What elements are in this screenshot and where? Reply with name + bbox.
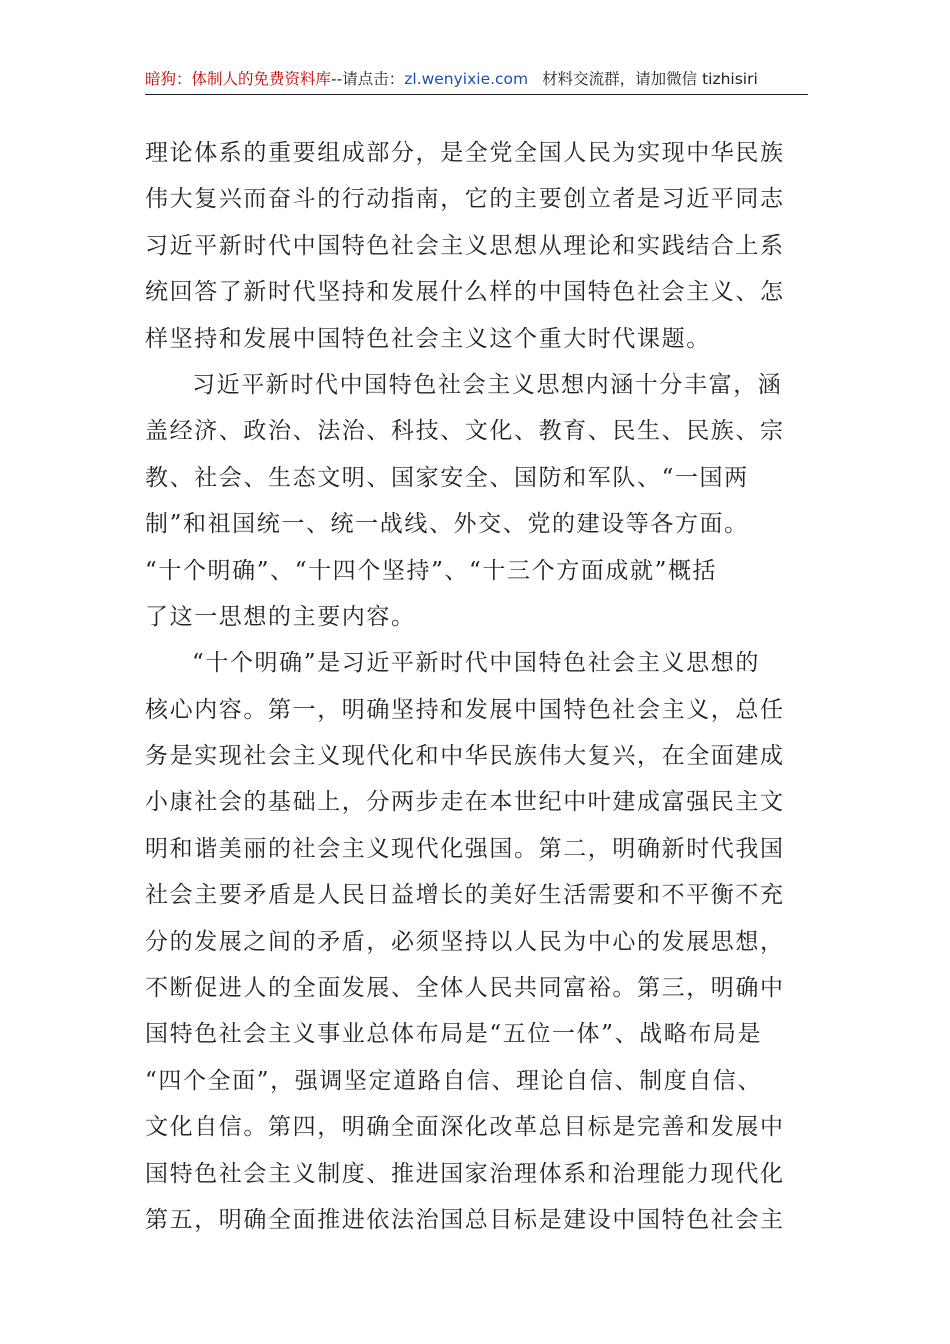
text-line: 教、社会、生态文明、国家安全、国防和军队、“一国两 <box>145 464 749 491</box>
header-prompt: --请点击： <box>331 70 405 88</box>
text-line: 分的发展之间的矛盾，必须坚持以人民为中心的发展思想， <box>145 928 785 955</box>
text-line: 不断促进人的全面发展、全体人民共同富裕。第三，明确中 <box>145 975 785 1002</box>
paragraph-first-line: 习近平新时代中国特色社会主义思想内涵十分丰富，涵 <box>192 371 783 398</box>
text-line: 核心内容。第一，明确坚持和发展中国特色社会主义，总任 <box>145 696 785 723</box>
text-line: 国特色社会主义制度、推进国家治理体系和治理能力现代化 <box>145 1160 785 1187</box>
text-line: 文化自信。第四，明确全面深化改革总目标是完善和发展中 <box>145 1114 785 1141</box>
text-line: 明和谐美丽的社会主义现代化强国。第二，明确新时代我国 <box>145 835 785 862</box>
header-brand: 暗狗：体制人的免费资料库 <box>145 70 332 88</box>
text-line: 样坚持和发展中国特色社会主义这个重大时代课题。 <box>145 325 711 352</box>
text-line: “十个明确”、“十四个坚持”、“十三个方面成就”概括 <box>145 557 718 584</box>
text-line: “四个全面”，强调坚定道路自信、理论自信、制度自信、 <box>145 1067 763 1094</box>
header-url-link[interactable]: zl.wenyixie.com <box>404 70 529 88</box>
text-line: 制”和祖国统一、统一战线、外交、党的建设等各方面。 <box>145 511 749 538</box>
header-contact: 材料交流群，请加微信 tizhisiri <box>542 70 758 88</box>
text-line: 务是实现社会主义现代化和中华民族伟大复兴，在全面建成 <box>145 743 785 770</box>
text-line: 社会主要矛盾是人民日益增长的美好生活需要和不平衡不充 <box>145 882 785 909</box>
text-line: 理论体系的重要组成部分，是全党全国人民为实现中华民族 <box>145 140 785 166</box>
text-line: 统回答了新时代坚持和发展什么样的中国特色社会主义、怎 <box>145 279 785 306</box>
paragraph-first-line: “十个明确”是习近平新时代中国特色社会主义思想的 <box>192 650 760 677</box>
text-line: 小康社会的基础上，分两步走在本世纪中叶建成富强民主文 <box>145 789 785 816</box>
text-line: 第五，明确全面推进依法治国总目标是建设中国特色社会主 <box>145 1206 785 1233</box>
text-line: 国特色社会主义事业总体布局是“五位一体”、战略布局是 <box>145 1021 763 1048</box>
text-line: 盖经济、政治、法治、科技、文化、教育、民生、民族、宗 <box>145 418 785 445</box>
text-line: 习近平新时代中国特色社会主义思想从理论和实践结合上系 <box>145 232 785 259</box>
page-header <box>145 64 808 95</box>
document-body <box>145 130 811 1243</box>
text-line: 伟大复兴而奋斗的行动指南，它的主要创立者是习近平同志 <box>145 186 785 213</box>
text-line: 了这一思想的主要内容。 <box>145 603 416 630</box>
